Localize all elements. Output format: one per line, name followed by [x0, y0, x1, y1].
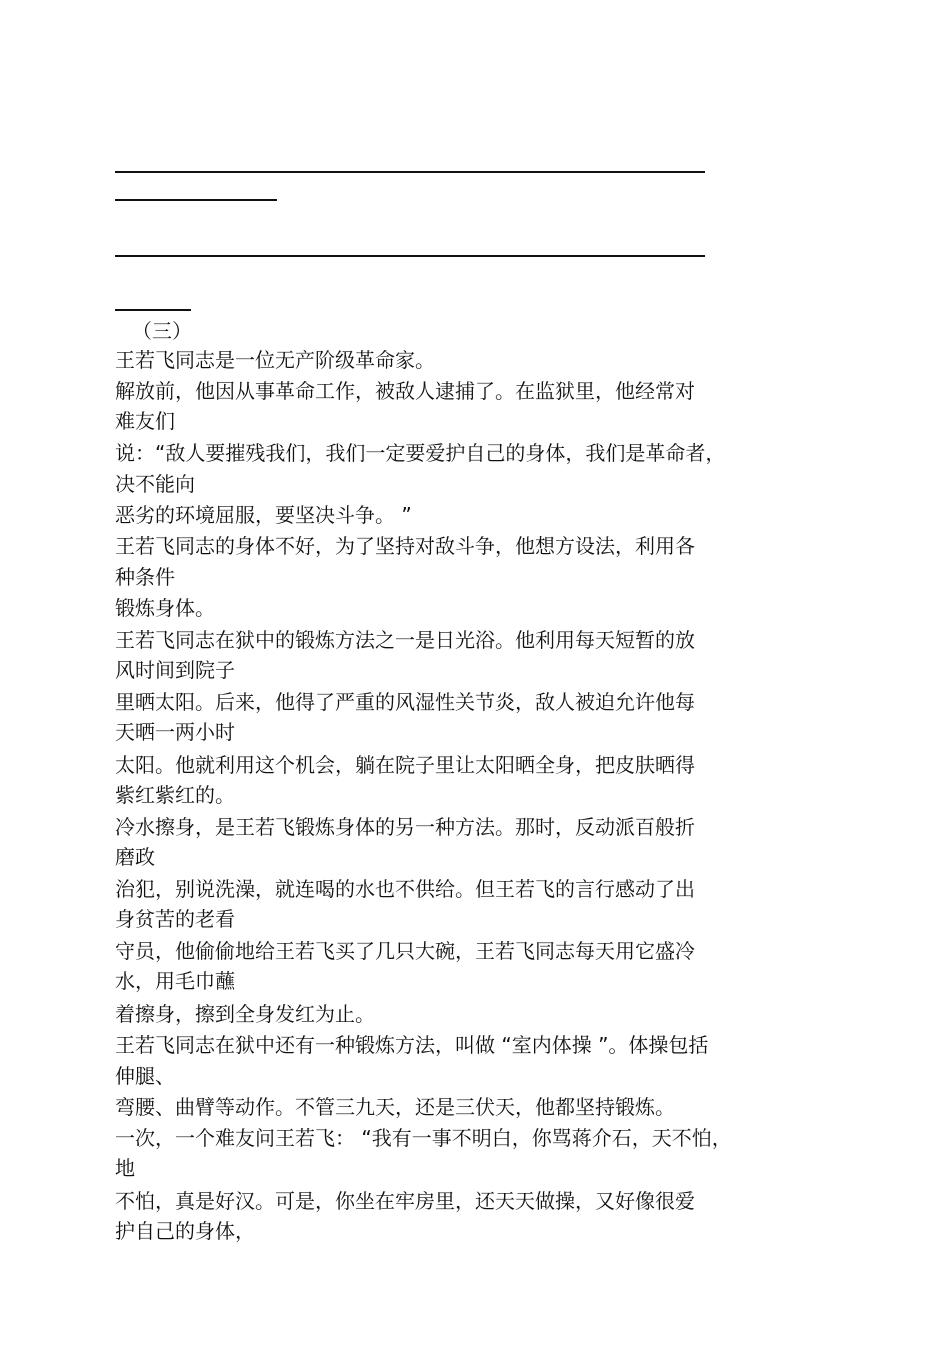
text-line: 恶劣的环境屈服，要坚决斗争。 ”: [115, 503, 412, 527]
text-line: 水，用毛巾蘸: [115, 969, 235, 993]
text-line: 天晒一两小时: [115, 720, 235, 744]
text-line: 王若飞同志在狱中还有一种锻炼方法，叫做 “室内体操 ”。体操包括: [115, 1033, 709, 1057]
text-line: 王若飞同志的身体不好，为了坚持对敌斗争，他想方设法，利用各: [115, 534, 695, 558]
text-line: 地: [115, 1156, 135, 1180]
text-line: 弯腰、曲臂等动作。不管三九天，还是三伏天，他都坚持锻炼。: [115, 1095, 675, 1119]
text-line: 说：“敌人要摧残我们，我们一定要爱护自己的身体，我们是革命者，: [115, 441, 726, 465]
text-line: 守员，他偷偷地给王若飞买了几只大碗，王若飞同志每天用它盛冷: [115, 939, 695, 963]
text-line: 王若飞同志是一位无产阶级革命家。: [115, 348, 435, 372]
answer-blank-line-3: [115, 255, 705, 257]
text-line: 种条件: [115, 565, 175, 589]
text-line: 冷水擦身，是王若飞锻炼身体的另一种方法。那时，反动派百般折: [115, 815, 695, 839]
text-line: 治犯，别说洗澡，就连喝的水也不供给。但王若飞的言行感动了出: [115, 877, 695, 901]
text-line: 太阳。他就利用这个机会，躺在院子里让太阳晒全身，把皮肤晒得: [115, 753, 695, 777]
answer-blank-line-4: [115, 309, 191, 311]
text-line: 解放前，他因从事革命工作，被敌人逮捕了。在监狱里，他经常对: [115, 379, 695, 403]
text-line: 锻炼身体。: [115, 596, 215, 620]
text-line: 决不能向: [115, 472, 195, 496]
text-line: 身贫苦的老看: [115, 907, 235, 931]
text-line: 风时间到院子: [115, 658, 235, 682]
text-line: 王若飞同志在狱中的锻炼方法之一是日光浴。他利用每天短暂的放: [115, 628, 695, 652]
text-line: 难友们: [115, 409, 175, 433]
section-heading: （三）: [132, 319, 192, 343]
answer-blank-line-2: [115, 199, 277, 201]
text-line: 里晒太阳。后来，他得了严重的风湿性关节炎，敌人被迫允许他每: [115, 690, 695, 714]
text-line: 伸腿、: [115, 1064, 175, 1088]
text-line: 紫红紫红的。: [115, 783, 235, 807]
answer-blank-line-1: [115, 171, 705, 173]
text-line: 不怕，真是好汉。可是，你坐在牢房里，还天天做操，又好像很爱: [115, 1189, 695, 1213]
text-line: 一次，一个难友问王若飞： “我有一事不明白，你骂蒋介石，天不怕，: [115, 1126, 732, 1150]
text-line: 磨政: [115, 845, 155, 869]
text-line: 着擦身，擦到全身发红为止。: [115, 1002, 375, 1026]
text-line: 护自己的身体，: [115, 1219, 255, 1243]
